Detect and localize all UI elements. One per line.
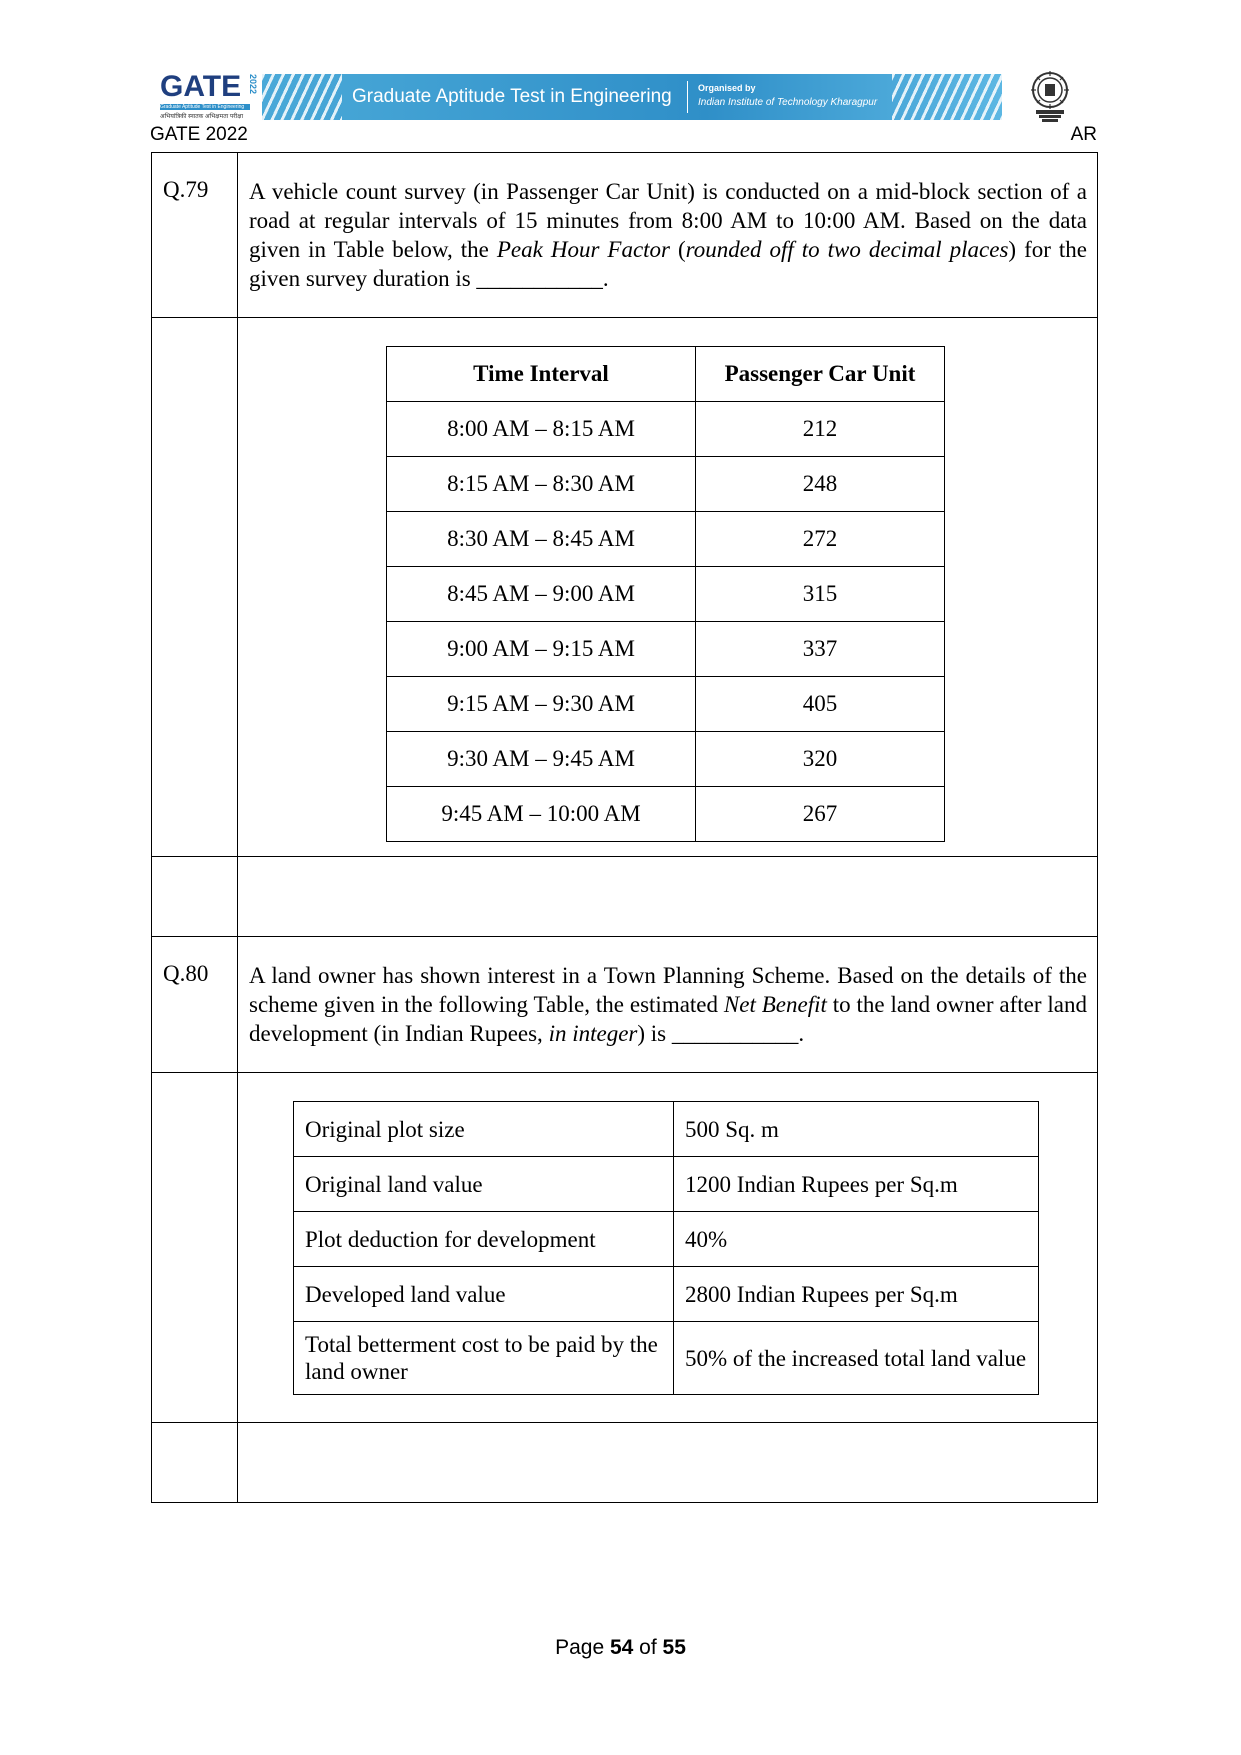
value-cell: 1200 Indian Rupees per Sq.m [674,1157,1039,1212]
table-row [294,1322,1039,1395]
pcu-value-cell: 315 [696,567,945,622]
question-row [152,153,1098,318]
gate-logo [160,70,258,122]
exam-label: GATE 2022 [150,124,248,145]
scheme-table [293,1101,1039,1395]
pcu-value-cell: 272 [696,512,945,567]
question-number: Q.80 [163,961,209,986]
paper-code: AR [1070,124,1097,145]
pcu-value-cell: 248 [696,457,945,512]
pcu-value-cell: 405 [696,677,945,732]
question-number-cell [152,153,238,318]
table-row [387,567,945,622]
table-row [294,1212,1039,1267]
time-interval-cell: 9:30 AM – 9:45 AM [387,732,696,787]
question-text: A land owner has shown interest in a Town Planning Scheme. Based on the details of the scheme given in the following Table, the estimated Net Benefit to the land owner after land development (in Indian Rupees, in integer) is ___________. [249,963,1087,1046]
question-text: A vehicle count survey (in Passenger Car Unit) is conducted on a mid-block section of a road at regular intervals of 15 minutes from 8:00 AM to 10:00 AM. Based on the data given in Table below, the Peak Hour Factor (rounded off to two decimal places) for the given survey duration is ___________. [249,179,1087,291]
time-interval-cell: 9:45 AM – 10:00 AM [387,787,696,842]
banner-bar [262,74,1002,120]
pcu-table [386,346,945,842]
parameter-cell: Original plot size [294,1102,674,1157]
table-row [294,1267,1039,1322]
pcu-value-cell: 212 [696,402,945,457]
table-header-row [387,347,945,402]
table-row [387,457,945,512]
question-text-cell [238,937,1098,1073]
organised-by-label: Organised by [698,83,756,93]
question-number: Q.79 [163,177,209,202]
banner-divider [687,81,688,113]
question-row [152,937,1098,1073]
question-number-cell [152,937,238,1073]
value-cell: 50% of the increased total land value [674,1322,1039,1395]
header-banner [160,70,1090,132]
answer-row [152,1423,1098,1503]
table-row [387,677,945,732]
parameter-cell: Total betterment cost to be paid by the land owner [294,1322,674,1395]
logo-subtitle: Graduate Aptitude Test in Engineering [160,104,250,110]
time-interval-cell: 8:45 AM – 9:00 AM [387,567,696,622]
table-row [387,622,945,677]
time-interval-cell: 9:15 AM – 9:30 AM [387,677,696,732]
value-cell: 500 Sq. m [674,1102,1039,1157]
time-interval-cell: 8:30 AM – 8:45 AM [387,512,696,567]
logo-year: 2022 [248,74,258,95]
logo-hindi: अभियांत्रिकी स्नातक अभिक्षमता परीक्षा [160,114,244,120]
table-row [387,787,945,842]
table-row [387,512,945,567]
time-interval-cell: 8:15 AM – 8:30 AM [387,457,696,512]
iit-emblem-icon [1028,70,1072,122]
logo-text: GATE [160,70,242,103]
pcu-value-cell: 337 [696,622,945,677]
value-cell: 2800 Indian Rupees per Sq.m [674,1267,1039,1322]
column-header: Time Interval [387,347,696,402]
question-table-row [152,1073,1098,1423]
answer-row [152,857,1098,937]
banner-title: Graduate Aptitude Test in Engineering [352,86,672,107]
table-row [294,1102,1039,1157]
pcu-value-cell: 267 [696,787,945,842]
question-table [151,152,1098,1503]
question-table-row [152,318,1098,857]
organiser-name: Indian Institute of Technology Kharagpur [698,97,878,108]
parameter-cell: Developed land value [294,1267,674,1322]
parameter-cell: Original land value [294,1157,674,1212]
parameter-cell: Plot deduction for development [294,1212,674,1267]
table-row [387,732,945,787]
value-cell: 40% [674,1212,1039,1267]
time-interval-cell: 8:00 AM – 8:15 AM [387,402,696,457]
pcu-value-cell: 320 [696,732,945,787]
table-row [387,402,945,457]
table-row [294,1157,1039,1212]
page-number: Page 54 of 55 [555,1636,686,1659]
time-interval-cell: 9:00 AM – 9:15 AM [387,622,696,677]
question-text-cell [238,153,1098,318]
column-header: Passenger Car Unit [696,347,945,402]
